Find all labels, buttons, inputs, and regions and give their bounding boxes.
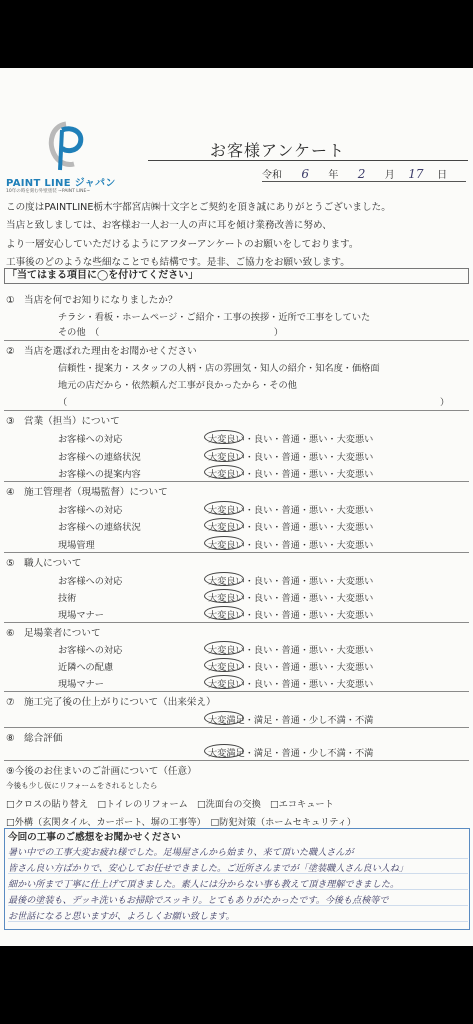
- q9-options-row-2[interactable]: □外構（玄関タイル、カーポート、塀の工事等） □防犯対策（ホームセキュリティ）: [6, 817, 357, 828]
- selected-rating-mark: [204, 536, 244, 550]
- q4-item: 現場管理: [58, 540, 95, 551]
- date-era: 令和: [262, 170, 282, 181]
- q6-item: 現場マナー: [58, 679, 104, 690]
- question-6: [6, 625, 101, 639]
- q7-number: ⑦: [6, 697, 15, 708]
- selected-rating-mark: [204, 501, 244, 515]
- intro-line: 当店と致しましては、お客様お一人お一人の声に耳を傾け業務改善に努め、: [6, 220, 332, 232]
- company-logo: [6, 120, 134, 198]
- selected-rating-mark: [204, 606, 244, 620]
- divider: [4, 410, 469, 411]
- divider: [4, 481, 469, 482]
- date-year: 6: [301, 167, 309, 181]
- date-row: [262, 166, 447, 181]
- intro-line: この度はPAINTLINE栃木宇都宮店㈱十文字とご契約を頂き誠にありがとうございました。: [6, 202, 391, 213]
- selected-rating-mark: [204, 744, 244, 758]
- logo-tagline: 10年の時を刻む外壁塗装 ~PAINT LINE~: [6, 189, 91, 194]
- q4-number: ④: [6, 487, 15, 498]
- divider: [4, 691, 469, 692]
- q9-note: 今後も少し仮にリフォームをされるとしたら: [6, 781, 158, 790]
- q2-label: 当店を選ばれた理由をお聞かせください: [24, 346, 197, 357]
- ruled-line: [8, 858, 468, 859]
- q2-other-close: ）: [440, 397, 450, 408]
- q3-item: お客様への連絡状況: [58, 452, 141, 463]
- divider: [4, 727, 469, 728]
- divider: [4, 760, 469, 761]
- comment-line: 細かい所まで丁寧に仕上げて頂きました。素人には分からない事も教えて頂き理解できました。: [8, 880, 400, 890]
- page-title: お客様アンケート: [210, 141, 346, 160]
- comment-line: 皆さん良い方ばかりで、安心してお任せできました。ご近所さんまでが「塗装職人さん良い人ね」: [8, 864, 408, 874]
- date-month: 2: [357, 167, 366, 181]
- selected-rating-mark: [204, 711, 244, 725]
- date-underline: [262, 181, 466, 182]
- q3-item: お客様への対応: [58, 434, 123, 445]
- q6-label: 足場業者について: [24, 628, 101, 639]
- q3-rating-scale[interactable]: 大変良い・良い・普通・悪い・大変悪い: [208, 452, 374, 463]
- intro-text: [6, 199, 391, 273]
- q1-other[interactable]: その他 （ ）: [58, 327, 284, 338]
- question-2: [6, 343, 197, 357]
- q3-label: 営業（担当）について: [24, 416, 120, 427]
- logo-mark-icon: [44, 120, 88, 174]
- date-day-unit: 日: [437, 170, 448, 181]
- divider: [4, 622, 469, 623]
- instruction-box: 「当てはまる項目に◯を付けてください」: [4, 268, 469, 284]
- selected-rating-mark: [204, 518, 244, 532]
- q2-other-open: （: [58, 397, 68, 408]
- logo-name: PAINT LINE ジャパン: [6, 178, 116, 189]
- q4-item: お客様への連絡状況: [58, 522, 141, 533]
- question-8: [6, 730, 62, 744]
- comment-line: 暑い中での工事大変お疲れ様でした。足場屋さんから始まり、来て頂いた職人さんが: [8, 848, 354, 858]
- q9-options-row-1[interactable]: □クロスの貼り替え □トイレのリフォーム □洗面台の交換 □エコキュート: [6, 799, 334, 810]
- intro-line: 工事後のどのような些細なことでも結構です。是非、ご協力をお願い致します。: [6, 257, 350, 269]
- comment-line: お世話になると思いますが、よろしくお願い致します。: [8, 912, 235, 922]
- q6-rating-scale[interactable]: 大変良い・良い・普通・悪い・大変悪い: [208, 645, 374, 656]
- q6-rating-scale[interactable]: 大変良い・良い・普通・悪い・大変悪い: [208, 679, 374, 690]
- q6-number: ⑥: [6, 628, 15, 639]
- q2-number: ②: [6, 346, 15, 357]
- q8-label: 総合評価: [24, 733, 63, 744]
- q5-label: 職人について: [24, 558, 82, 569]
- comment-title: 今回の工事のご感想をお聞かせください: [8, 832, 181, 843]
- title-underline: [148, 160, 468, 161]
- q6-item: お客様への対応: [58, 645, 123, 656]
- q8-rating-scale[interactable]: 大変満足・満足・普通・少し不満・不満: [208, 748, 374, 759]
- question-3: [6, 413, 120, 427]
- q5-rating-scale[interactable]: 大変良い・良い・普通・悪い・大変悪い: [208, 610, 374, 621]
- q1-options[interactable]: チラシ・看板・ホームページ・ご紹介・工事の挨拶・近所で工事をしていた: [58, 312, 371, 323]
- question-1: [6, 292, 178, 306]
- q5-item: 現場マナー: [58, 610, 104, 621]
- date-month-unit: 月: [384, 170, 395, 181]
- comment-line: 最後の塗装も、デッキ洗いもお掃除でスッキリ。とてもありがたかったです。今後も点検等で: [8, 896, 389, 906]
- q5-rating-scale[interactable]: 大変良い・良い・普通・悪い・大変悪い: [208, 576, 374, 587]
- selected-rating-mark: [204, 589, 244, 603]
- selected-rating-mark: [204, 658, 244, 672]
- q3-rating-scale[interactable]: 大変良い・良い・普通・悪い・大変悪い: [208, 469, 374, 480]
- divider: [4, 552, 469, 553]
- q6-item: 近隣への配慮: [58, 662, 114, 673]
- q3-item: お客様への提案内容: [58, 469, 141, 480]
- q1-label: 当店を何でお知りになりましたか？: [24, 295, 178, 306]
- q5-rating-scale[interactable]: 大変良い・良い・普通・悪い・大変悪い: [208, 593, 374, 604]
- selected-rating-mark: [204, 572, 244, 586]
- q5-number: ⑤: [6, 558, 15, 569]
- question-5: [6, 555, 81, 569]
- q4-rating-scale[interactable]: 大変良い・良い・普通・悪い・大変悪い: [208, 522, 374, 533]
- q3-rating-scale[interactable]: 大変良い・良い・普通・悪い・大変悪い: [208, 434, 374, 445]
- q4-item: お客様への対応: [58, 505, 123, 516]
- selected-rating-mark: [204, 448, 244, 462]
- q4-rating-scale[interactable]: 大変良い・良い・普通・悪い・大変悪い: [208, 540, 374, 551]
- q2-options-2[interactable]: 地元の店だから・依然頼んだ工事が良かったから・その他: [58, 380, 297, 391]
- q5-item: 技術: [58, 593, 77, 604]
- q7-rating-scale[interactable]: 大変満足・満足・普通・少し不満・不満: [208, 715, 374, 726]
- question-4: [6, 484, 168, 498]
- q3-number: ③: [6, 416, 15, 427]
- q4-label: 施工管理者（現場監督）について: [24, 487, 168, 498]
- intro-line: より一層安心していただけるようにアフターアンケートのお願いをしております。: [6, 238, 359, 250]
- selected-rating-mark: [204, 641, 244, 655]
- selected-rating-mark: [204, 675, 244, 689]
- q1-number: ①: [6, 295, 15, 306]
- q4-rating-scale[interactable]: 大変良い・良い・普通・悪い・大変悪い: [208, 505, 374, 516]
- divider: [4, 340, 469, 341]
- q5-item: お客様への対応: [58, 576, 123, 587]
- date-day: 17: [408, 167, 424, 181]
- q8-number: ⑧: [6, 733, 15, 744]
- q6-rating-scale[interactable]: 大変良い・良い・普通・悪い・大変悪い: [208, 662, 374, 673]
- selected-rating-mark: [204, 430, 244, 444]
- q7-label: 施工完了後の仕上がりについて（出来栄え）: [24, 697, 216, 708]
- q2-options-1[interactable]: 信頼性・提案力・スタッフの人柄・店の雰囲気・知人の紹介・知名度・価格面: [58, 363, 380, 374]
- question-7: [6, 694, 216, 708]
- date-year-unit: 年: [328, 170, 339, 181]
- question-9: ⑨今後のお住まいのご計画について（任意）: [6, 766, 197, 777]
- selected-rating-mark: [204, 465, 244, 479]
